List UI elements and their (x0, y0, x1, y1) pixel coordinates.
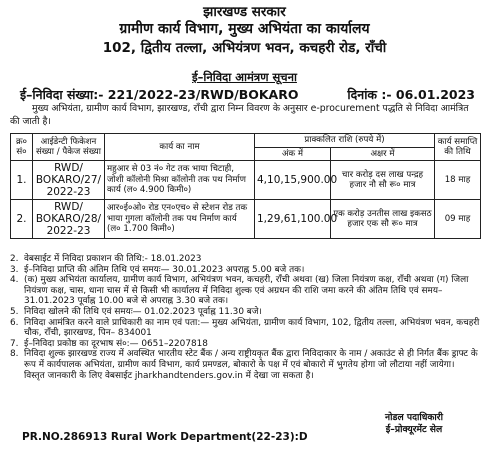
signatory-title: नोडल पदाधिकारी (385, 412, 443, 423)
row-serial: 1. (11, 161, 33, 200)
row-identification: RWD/ BOKARO/28/ 2022-23 (33, 200, 105, 239)
note-text: ई–निविदा प्रकोष्ठ का दूरभाष सं०:— 0651–2207818 (24, 338, 208, 349)
row-cost-digits: 4,10,15,900.00 (255, 161, 331, 200)
table-row (11, 200, 481, 239)
list-item (10, 254, 480, 265)
col-cost-words: अक्षर में (331, 147, 435, 161)
col-completion: कार्य समाप्ति की तिथि (435, 134, 481, 161)
intro-paragraph (10, 103, 480, 128)
note-text: (क) मुख्य अभियंता कार्यालय, ग्रामीण कार्य विभाग, अभियंत्रण भवन, कचहरी, राँची अथवा (ख) जिला नियंत्रण कक्ष, राँची अथवा (ग) जिला नियंत्रण कक्ष, चास, धाना चास में से किसी भी कार्यालय में निविदा शुल्क एवं अग्रधन की राशि जमा करने की अंतिम तिथि एवं समय–31.01.2023 पूर्वाह्न 10.00 बजे से अपराह्न 3.30 बजे तक। (24, 275, 469, 307)
col-identification: आईडेन्टी फिकेशन संख्या / पैकेज संख्या (33, 134, 105, 161)
row-cost-words: एक करोड़ उनतीस लाख इकसठ हजार एक सौ रू० मात्र (331, 200, 435, 239)
note-number: 6. (10, 317, 19, 328)
pr-number: PR.NO.286913 Rural Work Department(22-23):D (22, 431, 308, 443)
list-item (10, 318, 480, 339)
note-text: ई–निविदा प्राप्ति की अंतिम तिथि एवं समयः— 30.01.2023 अपराह्न 5.00 बजे तक। (24, 264, 305, 275)
note-number: 5. (10, 306, 19, 317)
row-cost-digits: 1,29,61,100.00 (255, 200, 331, 239)
list-item (10, 307, 480, 318)
col-cost-digits: अंक में (255, 147, 331, 161)
note-number: 2. (10, 254, 19, 264)
col-work-name: कार्य का नाम (105, 134, 255, 161)
note-number: 8. (10, 349, 19, 360)
note-text: वेबसाईट में निविदा प्रकाशन की तिथि:- 18.01.2023 (24, 254, 202, 264)
note-number: 4. (10, 275, 19, 286)
row-serial: 2. (11, 200, 33, 239)
notes-list (10, 254, 480, 381)
row-work-name: महुआर से 03 नं० गेट तक भाया चिटाही, जोशी कॉलोनी मिश्रा कॉलोनी तक पथ निर्माण कार्य (ल० 4.900 किमी०) (105, 161, 255, 200)
office-address: 102, द्वितीय तल्ला, अभियंत्रण भवन, कचहरी रोड, राँची (102, 40, 387, 56)
note-text: निविदा आमंत्रित करने वाले प्राधिकारी का नाम एवं पता:— मुख्य अभियंता, ग्रामीण कार्य विभाग, 102, द्वितीय तल्ला, अभियंत्रण भवन, कचहरी चौक, राँची, झारखण्ड, पिन– 834001 (24, 317, 480, 339)
office-name: ग्रामीण कार्य विभाग, मुख्य अभियंता का कार्यालय (119, 21, 370, 37)
tender-date: दिनांक :- 06.01.2023 (347, 87, 475, 102)
table-row (11, 161, 481, 200)
signatory-block (359, 412, 469, 436)
table-header-row (11, 134, 481, 148)
row-identification: RWD/ BOKARO/27/ 2022-23 (33, 161, 105, 200)
note-text: निविदा शुल्क झारखण्ड राज्य में अवस्थित भारतीय स्टेट बैंक / अन्य राष्ट्रीयकृत बैंक द्वारा निविदाकार के नाम / अकाउंट से ही निर्गत बैंक ड्राफ्ट के रूप में कार्यपालक अभियंता, ग्रामीण कार्य विभाग, कार्य प्रमण्डल, बोकारो के पक्ष में एवं बोकारो में भुगतेय होगा जो लौटाया नहीं जायेगा। (24, 349, 478, 370)
row-work-name: आर०ई०ओ० रोड एन०एच० से स्टेशन रोड तक भाया गुगला कॉलोनी तक पथ निर्माण कार्य (ल० 1.700 किमी०) (105, 200, 255, 239)
list-item (10, 275, 480, 307)
col-estimated-cost: प्राक्कलित राशि (रुपये में) (255, 134, 435, 148)
tender-number: ई–निविदा संख्या:- 221/2022-23/RWD/BOKARO (20, 87, 299, 102)
list-item (10, 349, 480, 370)
tender-table (10, 133, 481, 239)
row-completion: 18 माह (435, 161, 481, 200)
website-note: विस्तृत जानकारी के लिए वेबसाईट jharkhandtenders.gov.in में देखा जा सकता है। (24, 370, 314, 381)
list-item (10, 339, 480, 350)
row-completion: 09 माह (435, 200, 481, 239)
notice-title: ई–निविदा आमंत्रण सूचना (192, 70, 297, 84)
note-text: निविदा खोलने की तिथि एवं समयः— 01.02.2023 पूर्वाह्न 11.30 बजे। (24, 306, 262, 317)
list-item (10, 265, 480, 276)
note-number: 7. (10, 338, 19, 349)
col-serial: क्र० सं० (11, 134, 33, 161)
government-name: झारखण्ड सरकार (203, 4, 286, 20)
intro-text: मुख्य अभियंता, ग्रामीण कार्य विभाग, झारखण्ड, राँची द्वारा निम्न विवरण के अनुसार e-procurement पद्धति से निविदा आमंत्रित की जाती है। (10, 103, 469, 127)
row-cost-words: चार करोड़ दस लाख पन्द्रह हजार नौ सौ रू० मात्र (331, 161, 435, 200)
note-number: 3. (10, 264, 19, 275)
signatory-cell: ई–प्रोक्यूरमेंट सेल (385, 424, 443, 435)
